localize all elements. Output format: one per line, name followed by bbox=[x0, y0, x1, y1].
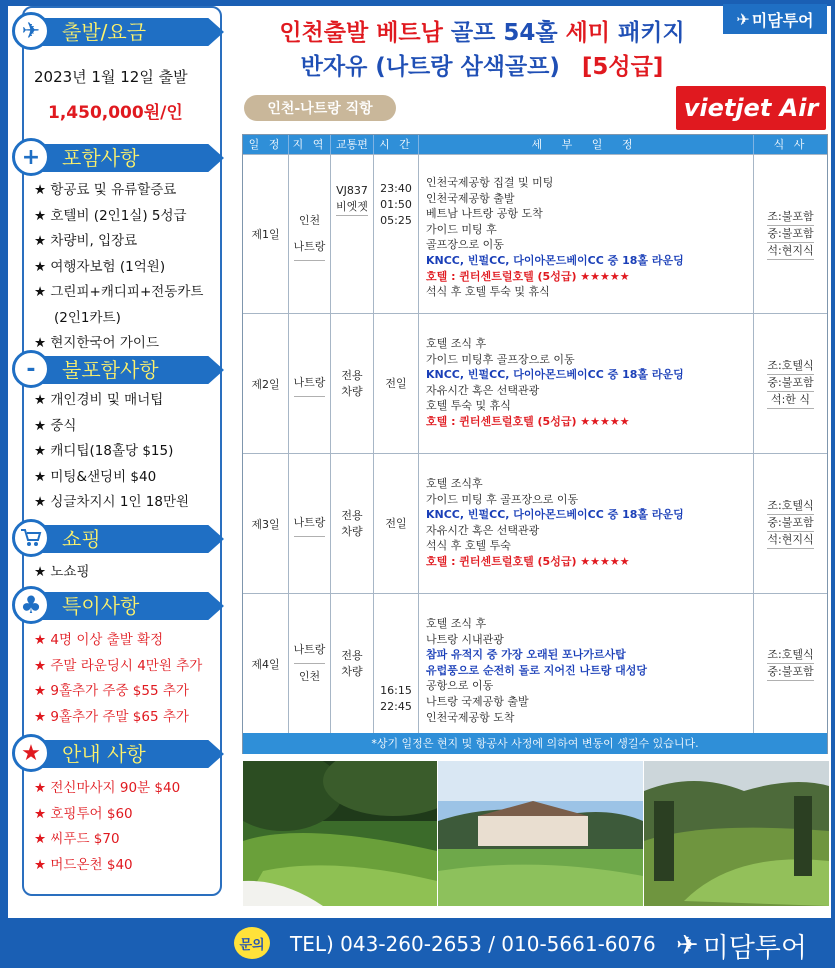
shopping-cart-icon bbox=[12, 519, 50, 557]
cell-content bbox=[336, 183, 368, 216]
title-part: 골프 54홀 bbox=[450, 20, 558, 46]
section-bar bbox=[28, 525, 224, 553]
cell-line: 차량 bbox=[341, 524, 363, 538]
detail-line: KNCC, 빈펄CC, 다이아몬드베이CC 중 18홀 라운딩 bbox=[426, 508, 684, 522]
cell-line: 나트랑 bbox=[294, 234, 326, 261]
cell-line: 전일 bbox=[385, 516, 407, 530]
day-label: 제4일 bbox=[251, 657, 280, 671]
detail-line: 호텔 : 퀸터센트럴호텔 (5성급) ★★★★★ bbox=[426, 414, 630, 428]
column-header: 세 부 일 정 bbox=[419, 135, 754, 154]
transport-cell bbox=[331, 594, 374, 733]
inquiry-badge: 문의 bbox=[234, 927, 270, 959]
cell-content bbox=[385, 516, 406, 532]
photo-strip bbox=[243, 761, 829, 906]
airplane-icon: ✈ bbox=[736, 9, 750, 29]
meal-cell bbox=[754, 314, 827, 453]
section-guide bbox=[6, 738, 246, 768]
cell-line: 인천 bbox=[298, 670, 321, 683]
detail-line: 인천국제공항 도착 bbox=[426, 710, 515, 724]
list-item: ★ 개인경비 및 매너팁 bbox=[34, 392, 164, 408]
departure-date: 2023년 1월 12일 출발 bbox=[34, 68, 188, 86]
section-title: 안내 사항 bbox=[62, 742, 146, 766]
region-cell bbox=[289, 454, 331, 593]
transport-cell bbox=[331, 155, 374, 313]
cell-line: VJ837 bbox=[336, 184, 368, 197]
list-item: ★ 싱글차지시 1인 18만원 bbox=[34, 494, 190, 510]
section-departure bbox=[6, 16, 246, 46]
clover-icon: ♣ bbox=[12, 586, 50, 624]
list-item: ★ 9홀추가 주말 $65 추가 bbox=[34, 708, 189, 725]
cell-line: 전용 bbox=[341, 648, 363, 662]
cell-content bbox=[767, 647, 813, 681]
cell-content bbox=[767, 358, 813, 409]
time-cell bbox=[374, 454, 419, 593]
day-label: 제1일 bbox=[251, 228, 280, 241]
title-part: 인천출발 bbox=[279, 20, 369, 46]
time-cell bbox=[374, 594, 419, 733]
cell-line: 중:불포함 bbox=[767, 226, 813, 243]
airplane-icon: ✈ bbox=[12, 12, 50, 50]
cell-content bbox=[294, 208, 326, 261]
section-title: 출발/요금 bbox=[62, 20, 147, 44]
table-row bbox=[243, 313, 827, 453]
list-item: ★ 노쇼핑 bbox=[34, 564, 90, 580]
section-title: 포함사항 bbox=[62, 146, 140, 170]
list-item: ★ 여행자보험 (1억원) bbox=[34, 258, 166, 275]
list-item: ★ 그린피+캐디피+전동카트 bbox=[34, 284, 204, 300]
cell-line: 중:불포함 bbox=[767, 375, 813, 392]
day-label: 제2일 bbox=[251, 377, 280, 391]
detail-line: 호텔 : 퀸터센트럴호텔 (5성급) ★★★★★ bbox=[426, 269, 630, 283]
title-part: 세미 bbox=[565, 20, 610, 46]
golf-course-photo bbox=[243, 761, 437, 906]
detail-line: 유럽풍으로 순전히 돌로 지어진 나트랑 대성당 bbox=[426, 663, 648, 677]
detail-line: 자유시간 혹은 선택관광 bbox=[426, 523, 540, 537]
detail-line: 베트남 나트랑 공항 도착 bbox=[426, 207, 543, 221]
cell-content bbox=[341, 508, 362, 540]
day-cell bbox=[243, 454, 289, 593]
detail-cell bbox=[419, 454, 754, 593]
section-included bbox=[6, 142, 246, 172]
footer-brand bbox=[676, 926, 807, 965]
cell-line: 차량 bbox=[341, 664, 363, 678]
detail-line: KNCC, 빈펄CC, 다이아몬드베이CC 중 18홀 라운딩 bbox=[426, 368, 684, 382]
detail-line: 나트랑 시내관광 bbox=[426, 632, 504, 646]
column-header: 식 사 bbox=[773, 138, 808, 151]
minus-icon: - bbox=[12, 350, 50, 388]
phone-numbers: TEL) 043-260-2653 / 010-5661-6076 bbox=[290, 932, 656, 956]
cell-content bbox=[380, 181, 412, 229]
cell-line: 23:40 bbox=[380, 182, 412, 195]
cell-line: 전용 bbox=[341, 368, 363, 382]
cell-line: 나트랑 bbox=[294, 370, 326, 397]
region-cell bbox=[289, 314, 331, 453]
cell-content bbox=[294, 510, 326, 537]
list-item: ★ 주말 라운딩시 4만원 추가 bbox=[34, 657, 203, 674]
column-header: 교통편 bbox=[331, 135, 374, 154]
cell-content bbox=[294, 637, 326, 690]
table-row bbox=[243, 154, 827, 313]
plus-icon: + bbox=[12, 138, 50, 176]
cell-line: 나트랑 bbox=[294, 510, 326, 537]
day-cell bbox=[243, 155, 289, 313]
detail-line: 나트랑 국제공항 출발 bbox=[426, 694, 529, 708]
detail-line: 석식 후 호텔 투숙 및 휴식 bbox=[426, 285, 550, 299]
cell-line: 조:불포함 bbox=[767, 209, 813, 226]
list-item: ★ 중식 bbox=[34, 417, 77, 434]
region-cell bbox=[289, 155, 331, 313]
day-cell bbox=[243, 314, 289, 453]
cell-content bbox=[380, 683, 412, 715]
detail-line: 석식 후 호텔 투숙 bbox=[426, 539, 511, 553]
region-cell bbox=[289, 594, 331, 733]
sidebar bbox=[22, 6, 222, 896]
cell-content bbox=[341, 368, 362, 400]
cell-content bbox=[294, 370, 326, 397]
detail-line: 공항으로 이동 bbox=[426, 679, 494, 693]
meal-cell bbox=[754, 155, 827, 313]
table-header bbox=[243, 135, 827, 154]
list-item: ★ 전신마사지 90분 $40 bbox=[34, 780, 181, 796]
cell-line: 01:50 bbox=[380, 198, 412, 211]
detail-cell bbox=[419, 314, 754, 453]
day-cell bbox=[243, 594, 289, 733]
transport-cell bbox=[331, 314, 374, 453]
list-item: ★ 현지한국어 가이드 bbox=[34, 335, 160, 351]
cell-content bbox=[385, 376, 406, 392]
section-title: 불포함사항 bbox=[62, 358, 159, 382]
title-part: [5성급] bbox=[581, 54, 664, 80]
time-cell bbox=[374, 155, 419, 313]
time-cell bbox=[374, 314, 419, 453]
schedule-table bbox=[242, 134, 828, 754]
day-label: 제3일 bbox=[251, 517, 280, 531]
list-item: ★ 머드온천 $40 bbox=[34, 856, 133, 873]
resort-photo bbox=[438, 761, 643, 906]
list-item: ★ 씨푸드 $70 bbox=[34, 831, 120, 847]
detail-line: 자유시간 혹은 선택관광 bbox=[426, 383, 540, 397]
detail-line: 가이드 미팅후 골프장으로 이동 bbox=[426, 352, 575, 366]
list-item: ★ 호핑투어 $60 bbox=[34, 805, 133, 822]
detail-line: 호텔 조식 후 bbox=[426, 337, 487, 350]
list-item: ★ 캐디팁(18홀당 $15) bbox=[34, 443, 174, 459]
detail-line: 호텔 : 퀸터센트럴호텔 (5성급) ★★★★★ bbox=[426, 554, 630, 568]
cell-line: 석:현지식 bbox=[767, 532, 813, 549]
cell-line: 조:호텔식 bbox=[767, 647, 813, 664]
page-title-line2 bbox=[242, 48, 722, 81]
detail-line: 호텔 투숙 및 휴식 bbox=[426, 399, 511, 413]
detail-line: KNCC, 빈펄CC, 다이아몬드베이CC 중 18홀 라운딩 bbox=[426, 253, 684, 267]
price: 1,450,000원/인 bbox=[48, 103, 183, 123]
airline-logo: vietjet Air bbox=[676, 86, 826, 130]
cell-line: 나트랑 bbox=[294, 637, 326, 664]
list-item: ★ 미팅&샌딩비 $40 bbox=[34, 468, 157, 485]
list-item: ★ 4명 이상 출발 확정 bbox=[34, 632, 164, 648]
cell-line: 석:현지식 bbox=[767, 243, 813, 260]
title-part: 반자유 (나트랑 삼색골프) bbox=[300, 54, 560, 80]
cell-line: 16:15 bbox=[380, 684, 412, 697]
page-title-line1 bbox=[242, 14, 722, 47]
detail-line: 호텔 조식 후 bbox=[426, 617, 487, 630]
list-item: ★ 9홀추가 주중 $55 추가 bbox=[34, 683, 189, 699]
title-part: 베트남 bbox=[376, 20, 443, 46]
table-row bbox=[243, 453, 827, 593]
meal-cell bbox=[754, 594, 827, 733]
cell-line: 중:불포함 bbox=[767, 515, 813, 532]
section-special bbox=[6, 590, 246, 620]
brand-name: 미담투어 bbox=[751, 10, 814, 30]
route-badge: 인천-나트랑 직항 bbox=[244, 95, 396, 121]
list-item: ★ 차량비, 입장료 bbox=[34, 233, 138, 249]
column-header: 시 간 bbox=[374, 135, 419, 154]
cell-content bbox=[767, 498, 813, 549]
list-item: (2인1카트) bbox=[54, 309, 121, 326]
detail-line: 가이드 미팅 후 골프장으로 이동 bbox=[426, 492, 579, 506]
detail-cell bbox=[419, 155, 754, 313]
cell-content bbox=[341, 648, 362, 680]
detail-line: 골프장으로 이동 bbox=[426, 238, 504, 252]
detail-line: 인천국제공항 집결 및 미팅 bbox=[426, 176, 554, 189]
detail-line: 인천국제공항 출발 bbox=[426, 191, 515, 205]
table-row bbox=[243, 593, 827, 733]
cell-line: 조:호텔식 bbox=[767, 498, 813, 515]
cell-line: 전용 bbox=[341, 508, 363, 522]
transport-cell bbox=[331, 454, 374, 593]
list-item: ★ 항공료 및 유류할증료 bbox=[34, 182, 177, 198]
detail-cell bbox=[419, 594, 754, 733]
fairway-photo bbox=[644, 761, 829, 906]
airplane-icon: ✈ bbox=[676, 930, 699, 961]
section-title: 쇼핑 bbox=[62, 527, 101, 551]
star-icon: ★ bbox=[12, 734, 50, 772]
cell-line: 05:25 bbox=[380, 214, 412, 227]
cell-line: 조:호텔식 bbox=[767, 358, 813, 375]
cell-content bbox=[767, 209, 813, 260]
section-shopping bbox=[6, 523, 246, 553]
cell-line: 인천 bbox=[298, 213, 321, 227]
section-excluded bbox=[6, 354, 246, 384]
detail-line: 가이드 미팅 후 bbox=[426, 222, 497, 236]
cell-line: 22:45 bbox=[380, 700, 412, 713]
brand-name: 미담투어 bbox=[702, 933, 807, 964]
meal-cell bbox=[754, 454, 827, 593]
column-header: 일 정 bbox=[243, 135, 289, 154]
schedule-note: *상기 일정은 현지 및 항공사 사정에 의하여 변동이 생길수 있습니다. bbox=[243, 733, 827, 754]
detail-line: 호텔 조식후 bbox=[426, 477, 483, 490]
detail-line: 참파 유적지 중 가장 오래된 포나가르사탑 bbox=[426, 648, 626, 662]
cell-line: 전일 bbox=[385, 376, 407, 390]
list-item: ★ 호텔비 (2인1실) 5성급 bbox=[34, 207, 187, 224]
title-part: 패키지 bbox=[618, 20, 685, 46]
column-header: 지 역 bbox=[289, 135, 331, 154]
cell-line: 차량 bbox=[341, 384, 363, 398]
brand-badge bbox=[723, 4, 827, 34]
cell-line: 비엣젯 bbox=[336, 199, 368, 216]
cell-line: 중:불포함 bbox=[767, 664, 813, 681]
section-title: 특이사항 bbox=[62, 594, 140, 618]
cell-line: 석:한 식 bbox=[767, 392, 813, 409]
